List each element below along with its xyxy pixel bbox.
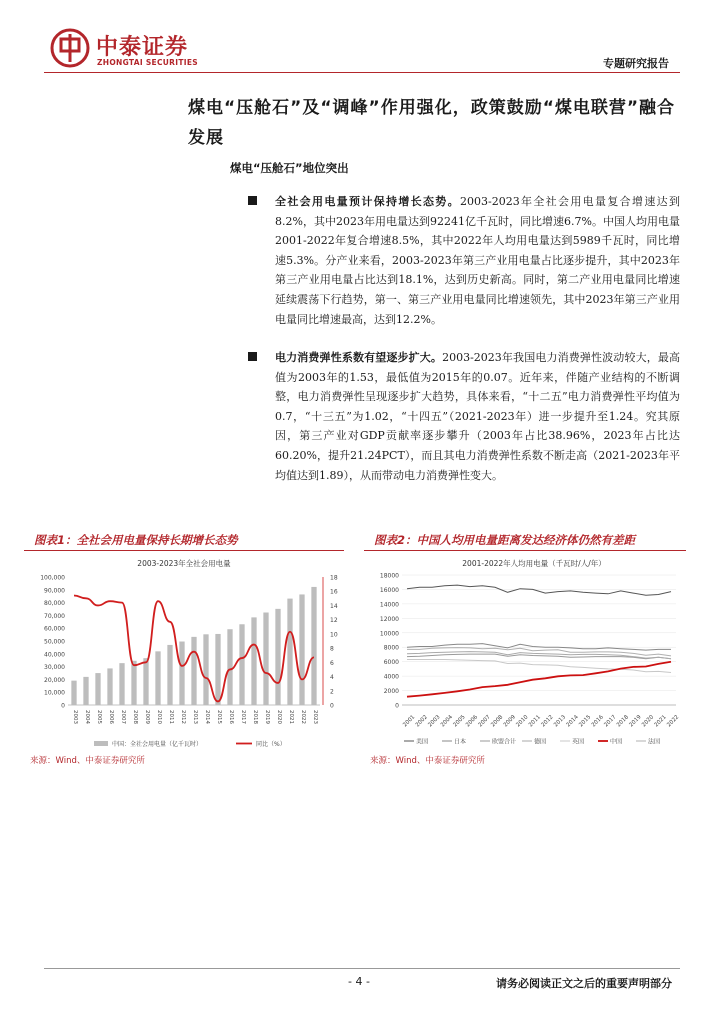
- y-tick-label: 8000: [383, 644, 399, 652]
- x-tick-label: 2022: [300, 710, 306, 724]
- chart-panel-1: [24, 531, 344, 759]
- bar: [95, 673, 100, 705]
- footer-divider: [44, 968, 680, 969]
- x-tick-label: 2009: [144, 710, 150, 724]
- x-tick-label: 2016: [590, 714, 605, 729]
- y-tick-label: 2000: [383, 688, 399, 696]
- bar: [215, 634, 220, 705]
- header-divider: [44, 72, 680, 73]
- chart-2-source: 来源：Wind、中泰证券研究所: [370, 756, 485, 766]
- bullet-square-icon: [248, 196, 257, 205]
- bar: [275, 609, 280, 705]
- legend-label: 中国: [610, 738, 623, 746]
- zhongtai-logo-icon: [50, 28, 90, 68]
- x-tick-label: 2007: [120, 710, 126, 724]
- x-tick-label: 2002: [414, 714, 429, 729]
- y-tick-label: 10000: [379, 630, 399, 638]
- bar: [299, 594, 304, 705]
- y-left-tick-label: 40,000: [44, 651, 65, 659]
- y-left-tick-label: 100,000: [40, 574, 65, 582]
- subsection-title: 煤电“压舱石”地位突出: [230, 161, 349, 175]
- bar: [251, 617, 256, 705]
- section-title: 煤电“压舱石”及“调峰”作用强化，政策鼓励“煤电联营”融合发展: [188, 98, 676, 148]
- x-tick-label: 2020: [276, 710, 282, 724]
- bar: [311, 587, 316, 705]
- y-right-tick-label: 14: [330, 602, 338, 610]
- x-tick-label: 2003: [427, 714, 442, 729]
- y-tick-label: 14000: [379, 601, 399, 609]
- bullet-lead: 电力消费弹性系数有望逐步扩大。: [275, 351, 443, 364]
- y-right-tick-label: 0: [330, 702, 334, 710]
- y-left-tick-label: 20,000: [44, 676, 65, 684]
- bar: [131, 661, 136, 705]
- x-tick-label: 2001: [402, 714, 417, 729]
- x-tick-label: 2005: [96, 710, 102, 724]
- y-left-tick-label: 0: [61, 702, 65, 710]
- x-tick-label: 2008: [490, 714, 505, 729]
- page-number: - 4 -: [348, 975, 370, 988]
- y-right-tick-label: 4: [330, 674, 334, 682]
- bar: [179, 642, 184, 705]
- bullet-body: 2003-2023年我国电力消费弹性波动较大，最高值为2003年的1.53，最低值为2015年的0.07。近年来，伴随产业结构的不断调整，电力消费弹性呈现逐步扩大趋势，具体来看，“十二五”电力消费弹性平均值为0.7，“十三五”为1.02，“十四五”（2021-2023年）进一步提升至1.24。究其原因，第三产业对GDP贡献率逐步攀升（2003年占比38.96%，2023年占比达60.20%，提升21.24PCT），而且其电力消费弹性系数不断走高（2021-2023年平均值达到1.89），从而带动电力消费弹性变大。: [275, 351, 680, 482]
- bar: [167, 645, 172, 705]
- bullet-paragraph-1: [250, 192, 680, 329]
- logo-chinese-name: 中泰证券: [96, 35, 189, 60]
- y-left-tick-label: 90,000: [44, 587, 65, 595]
- series-line-中国: [407, 662, 671, 697]
- x-tick-label: 2018: [615, 714, 631, 729]
- x-tick-label: 2007: [477, 714, 492, 729]
- x-tick-label: 2021: [288, 710, 294, 724]
- x-tick-label: 2010: [515, 714, 530, 729]
- bullet-body: 2003-2023年全社会用电量复合增速达到8.2%，其中2023年用电量达到92241亿千瓦时，同比增速6.7%。中国人均用电量2001-2022年复合增速8.5%，其中2022年人均用电量达到5989千瓦时，同比增速5.3%。分产业来看，2003-2023年第三产业用电量占比逐步提升，其中2023年第三产业用电量占比达到18.1%，达到历史新高。同时，第二产业用电量同比增速延续震荡下行趋势，第一、第三产业用电量同比增速领先，其中2023年第三产业用电量同比增速最高，达到12.2%。: [275, 195, 680, 326]
- chart-2-svg: [364, 555, 686, 755]
- x-tick-label: 2014: [204, 710, 210, 724]
- legend-label: 美国: [416, 738, 429, 746]
- bar: [263, 613, 268, 705]
- x-tick-label: 2013: [553, 714, 568, 729]
- bullet-square-icon: [248, 352, 257, 361]
- series-line-美国: [407, 585, 671, 595]
- x-tick-label: 2010: [156, 710, 162, 724]
- bar: [155, 651, 160, 705]
- y-right-tick-label: 6: [330, 659, 334, 667]
- x-tick-label: 2012: [540, 714, 555, 729]
- legend-label: 德国: [534, 738, 547, 746]
- x-tick-label: 2009: [502, 714, 517, 729]
- report-type-label: 专题研究报告: [603, 57, 669, 70]
- bar: [227, 629, 232, 705]
- chart-1-title: 2003-2023年全社会用电量: [137, 559, 231, 568]
- x-tick-label: 2021: [653, 714, 668, 729]
- series-line-日本: [407, 644, 671, 651]
- y-tick-label: 0: [395, 702, 399, 710]
- x-tick-label: 2018: [252, 710, 258, 724]
- y-left-tick-label: 80,000: [44, 600, 65, 608]
- y-right-tick-label: 16: [330, 588, 338, 596]
- legend-label: 中国：全社会用电量（亿千瓦时）: [112, 741, 203, 748]
- x-tick-label: 2006: [465, 714, 480, 729]
- x-tick-label: 2022: [666, 714, 681, 729]
- y-left-tick-label: 60,000: [44, 625, 65, 633]
- x-tick-label: 2016: [228, 710, 234, 724]
- y-right-tick-label: 2: [330, 688, 334, 696]
- y-tick-label: 12000: [379, 615, 399, 623]
- y-tick-label: 16000: [379, 586, 399, 594]
- x-tick-label: 2012: [180, 710, 186, 724]
- x-tick-label: 2005: [452, 714, 467, 729]
- y-tick-label: 4000: [383, 673, 399, 681]
- y-left-tick-label: 50,000: [44, 638, 65, 646]
- x-tick-label: 2019: [264, 710, 270, 724]
- y-right-tick-label: 8: [330, 645, 334, 653]
- x-tick-label: 2013: [192, 710, 198, 724]
- bar: [143, 658, 148, 705]
- y-left-tick-label: 70,000: [44, 612, 65, 620]
- x-tick-label: 2015: [216, 710, 222, 724]
- legend-label: 同比（%）: [256, 741, 286, 748]
- chart-1-source: 来源：Wind、中泰证券研究所: [30, 756, 145, 766]
- y-right-tick-label: 18: [330, 574, 338, 582]
- x-tick-label: 2019: [628, 714, 643, 729]
- legend-label: 欧盟合计: [492, 738, 517, 746]
- x-tick-label: 2014: [565, 714, 580, 729]
- y-right-tick-label: 12: [330, 617, 338, 625]
- bar: [239, 624, 244, 705]
- bar: [203, 634, 208, 705]
- x-tick-label: 2008: [132, 710, 138, 724]
- x-tick-label: 2017: [240, 710, 246, 724]
- x-tick-label: 2004: [439, 714, 455, 729]
- bar: [191, 637, 196, 705]
- bar: [107, 668, 112, 705]
- x-tick-label: 2015: [578, 714, 593, 729]
- x-tick-label: 2004: [84, 710, 90, 724]
- legend-label: 法国: [648, 738, 661, 746]
- y-tick-label: 6000: [383, 659, 399, 667]
- x-tick-label: 2020: [641, 714, 656, 729]
- y-right-tick-label: 10: [330, 631, 338, 639]
- x-tick-label: 2006: [108, 710, 114, 724]
- x-tick-label: 2003: [72, 710, 78, 724]
- x-tick-label: 2023: [312, 710, 318, 724]
- bar: [71, 681, 76, 705]
- chart-1-label: 图表1：全社会用电量保持长期增长态势: [24, 531, 344, 551]
- legend-label: 日本: [454, 738, 467, 746]
- y-left-tick-label: 10,000: [44, 689, 65, 697]
- bar: [83, 677, 88, 705]
- legend-label: 英国: [572, 738, 585, 746]
- disclaimer-text: 请务必阅读正文之后的重要声明部分: [496, 977, 672, 990]
- bar: [287, 599, 292, 705]
- x-tick-label: 2011: [168, 710, 174, 724]
- logo-english-name: ZHONGTAI SECURITIES: [97, 58, 198, 67]
- company-logo: [50, 28, 230, 72]
- bullet-lead: 全社会用电量预计保持增长态势。: [275, 195, 460, 208]
- chart-2-label: 图表2：中国人均用电量距离发达经济体仍然有差距: [364, 531, 686, 551]
- bar: [119, 663, 124, 705]
- legend-bar-swatch: [94, 741, 108, 746]
- x-tick-label: 2011: [527, 714, 543, 729]
- chart-1-svg: [24, 555, 344, 755]
- x-tick-label: 2017: [603, 714, 618, 729]
- bullet-paragraph-2: [250, 348, 680, 485]
- y-left-tick-label: 30,000: [44, 664, 65, 672]
- y-tick-label: 18000: [379, 572, 399, 580]
- chart-2-title: 2001-2022年人均用电量（千瓦时/人/年）: [462, 559, 606, 568]
- chart-panel-2: [364, 531, 686, 759]
